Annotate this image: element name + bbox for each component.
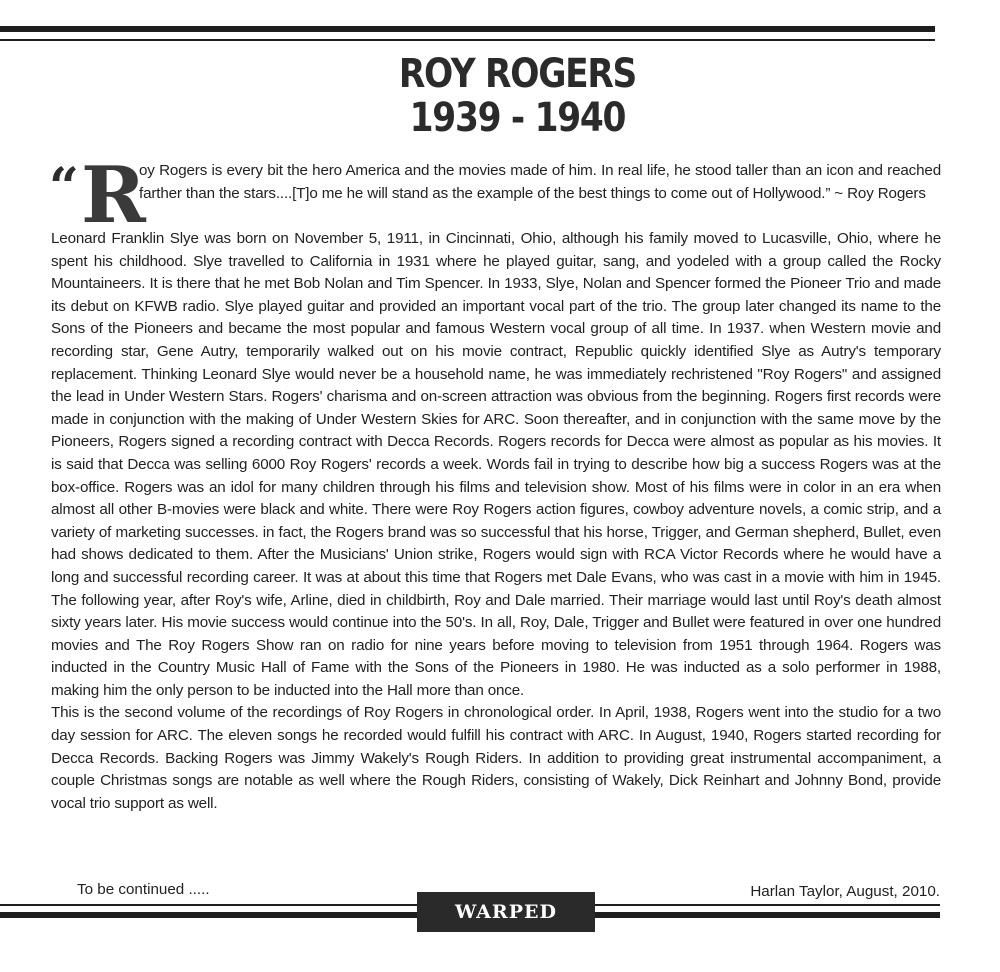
drop-cap-letter: R [81, 150, 146, 241]
author-signature: Harlan Taylor, August, 2010. [750, 883, 940, 900]
to-be-continued-text: To be continued ..... [77, 881, 210, 898]
catalog-badge [417, 892, 595, 963]
label-name: WARPED [455, 901, 557, 923]
biography-paragraph: Leonard Franklin Slye was born on November 5, 1911, in Cincinnati, Ohio, although his family moved to Lucasville, Ohio, where he spent his childhood. Slye travelled to California in 1931 where he played guitar, sang, and yodeled with a group called the Rocky Mountaineers. It is there that he met Bob Nolan and Tim Spencer. In 1933, Slye, Nolan and Spencer formed the Pioneer Trio and made its debut on KFWB radio. Slye played guitar and provided an important vocal part of the trio. The group later changed its name to the Sons of the Pioneers and became the most popular and famous Western vocal group of all time. In 1937. when Western movie and recording star, Gene Autry, temporarily walked out on his movie contract, Republic quickly identified Slye as Autry's temporary replacement. Thinking Leonard Slye would never be a household name, he was immediately rechristened "Roy Rogers" and assigned the lead in Under Western Stars. Rogers' charisma and on-screen attraction was obvious from the beginning. Rogers first records were made in conjunction with the making of Under Western Skies for ARC. Soon thereafter, and in conjunction with the same move by the Pioneers, Rogers signed a recording contract with Decca Records. Rogers records for Decca were almost as popular as his movies. It is said that Decca was selling 6000 Roy Rogers' records a week. Words fail in trying to describe how big a success Rogers was at the box-office. Rogers was an idol for many children through his films and television show. Most of his films were in color in an era when almost all other B-movies were black and white. There were Roy Rogers action figures, cowboy adventure novels, a comic strip, and a variety of marketing successes. in fact, the Rogers brand was so successful that his horse, Trigger, and German shepherd, Bullet, even had shows dedicated to them. After the Musicians' Union strike, Rogers would sign with RCA Victor Records where he would have a long and successful recording career. It was at about this time that Rogers met Dale Evans, who was cast in a movie with him in 1945. The following year, after Roy's wife, Arline, died in childbirth, Roy and Dale married. Their marriage would last until Roy's death almost sixty years later. His movie success would continue into the 50's. In all, Roy, Dale, Trigger and Bullet were featured in over one hundred movies and The Roy Rogers Show ran on radio for nine years before moving to television from 1951 through 1964. Rogers was inducted in the Country Music Hall of Fame with the Sons of the Pioneers in 1980. He was inducted as a solo performer in 1988, making him the only person to be inducted into the Hall more than once. [51, 230, 941, 699]
quote-text: oy Rogers is every bit the hero America and the movies made of him. In real life, he stood taller than an icon and reached farther than the stars....[T]o me he will stand as the example of the best things to come out of Hollywood.” ~ Roy Rogers [139, 162, 941, 202]
page-title: ROY ROGERS [398, 51, 637, 97]
liner-notes-article [49, 150, 941, 815]
catalog-number: 3936 [477, 941, 535, 963]
opening-quote [49, 150, 941, 241]
volume-paragraph: This is the second volume of the recordings of Roy Rogers in chronological order. In April, 1938, Rogers went into the studio for a two day session for ARC. The eleven songs he recorded would fulfill his contract with ARC. In August, 1940, Rogers started recording for Decca Records. Backing Rogers was Jimmy Wakely's Rough Riders. In addition to providing great instrumental accompaniment, a couple Christmas songs are notable as well where the Rough Riders, consisting of Wakely, Dick Reinhart and Johnny Bond, provide vocal trio support as well. [51, 704, 941, 812]
top-rule-thin [0, 39, 935, 41]
open-quote-mark: “ [49, 157, 79, 218]
top-rule-thick [0, 26, 935, 32]
page-subtitle-years: 1939 - 1940 [409, 95, 626, 141]
